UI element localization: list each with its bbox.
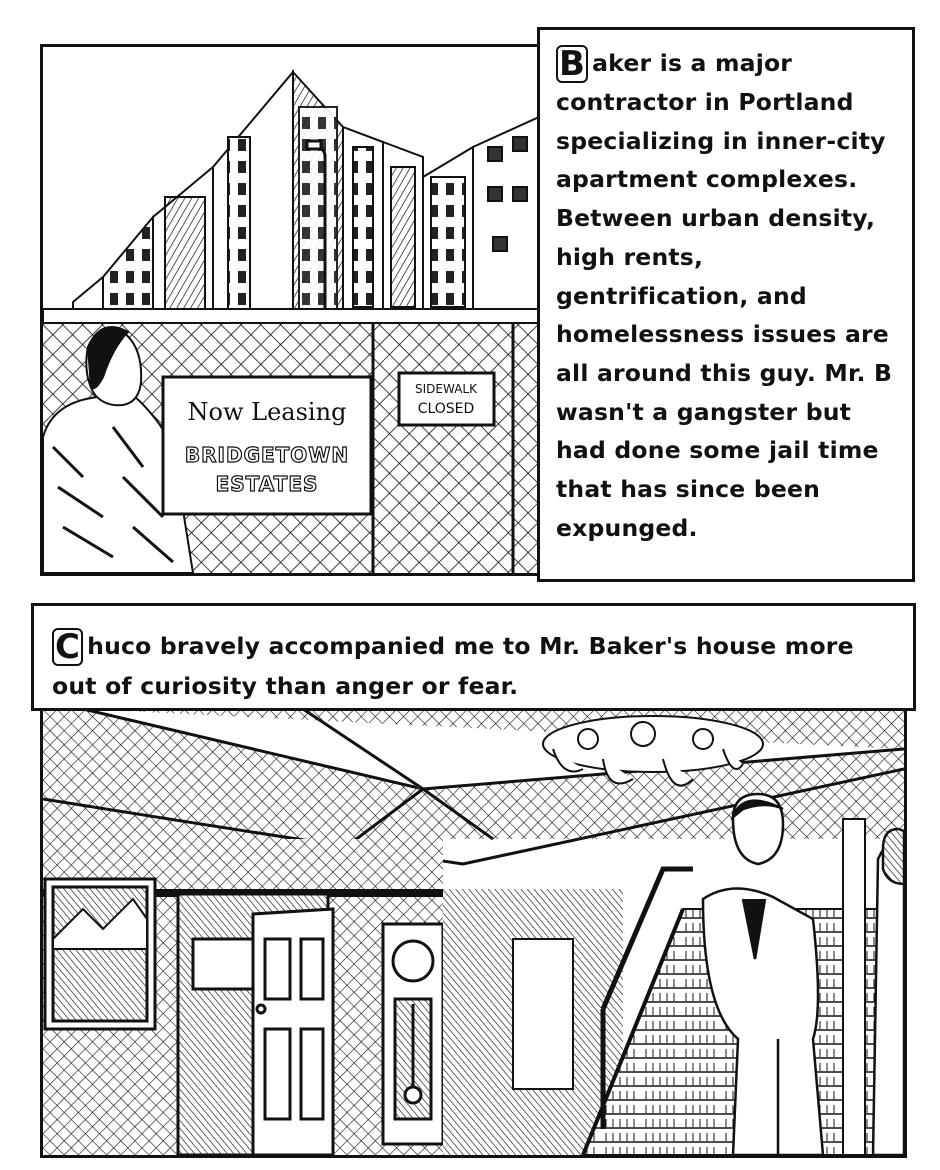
landscape-painting <box>45 879 155 1029</box>
leasing-sign-title: Now Leasing <box>187 398 347 426</box>
leasing-sign-subname: ESTATES <box>215 472 319 496</box>
mansion-interior-illustration <box>43 709 904 1155</box>
narration-text-chuco <box>52 626 903 706</box>
construction-illustration <box>43 47 539 573</box>
panel-construction-site <box>40 44 542 576</box>
drop-cap: C <box>52 628 83 666</box>
sidewalk-closed-sign <box>399 373 494 425</box>
sidewalk-sign-line2: CLOSED <box>417 401 475 417</box>
sidewalk-sign-line1: SIDEWALK <box>415 382 477 396</box>
leasing-sign-name: BRIDGETOWN <box>184 443 350 467</box>
narration-text-baker <box>556 44 904 547</box>
caption-body: aker is a major contractor in Portland specializing in inner-city apartment complexes. Between urban density, high rents, gentrification, and homelessness issues are all around this guy. Mr. B wasn't a gangster but had done some jail time that has since been expunged. <box>556 49 893 542</box>
caption-body: huco bravely accompanied me to Mr. Baker's house more out of curiosity than anger or fear. <box>52 632 854 700</box>
leasing-sign <box>163 377 371 514</box>
open-door <box>178 894 333 1155</box>
drop-cap: B <box>556 45 588 83</box>
apartment-buildings <box>73 72 539 322</box>
narration-box-baker <box>537 27 915 582</box>
narration-box-chuco <box>31 603 916 711</box>
fence-rail <box>43 309 539 323</box>
bearded-man <box>873 829 904 1155</box>
grandfather-clock <box>383 924 443 1144</box>
panel-mansion-interior <box>40 706 907 1158</box>
